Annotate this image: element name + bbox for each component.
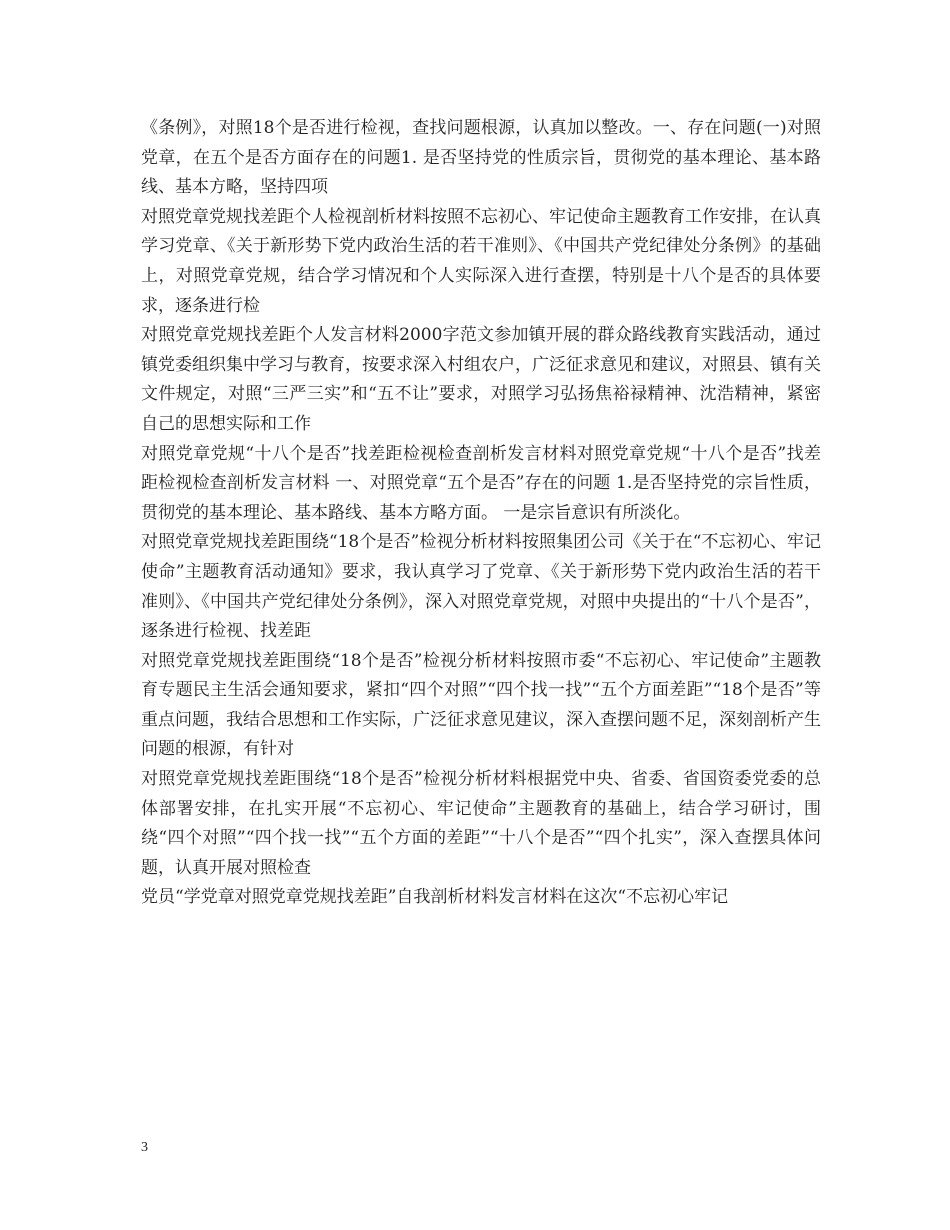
page-number: 3	[141, 1140, 148, 1155]
paragraph-8: 党员“学党章对照党章党规找差距”自我剖析材料发言材料在这次“不忘初心牢记	[141, 887, 729, 908]
paragraph-2: 对照党章党规找差距个人检视剖析材料按照不忘初心、牢记使命主题教育工作安排，在认真学习党章、《关于新形势下党内政治生活的若干准则》、《中国共产党纪律处分条例》的基础上，对照党章党规，结合学习情况和个人实际深入进行查摆，特别是十八个是否的具体要求，逐条进行检	[141, 206, 821, 316]
paragraph-1: 《条例》，对照18个是否进行检视，查找问题根源，认真加以整改。一、存在问题(一)对照党章，在五个是否方面存在的问题1. 是否坚持党的性质宗旨，贯彻党的基本理论、基本路线、基本方略，坚持四项	[141, 118, 821, 198]
paragraph-4: 对照党章党规“十八个是否”找差距检视检查剖析发言材料对照党章党规“十八个是否”找差距检视检查剖析发言材料 一、对照党章“五个是否”存在的问题 1.是否坚持党的宗旨性质，贯彻党的基本理论、基本路线、基本方略方面。 一是宗旨意识有所淡化。	[141, 443, 821, 523]
paragraph-6: 对照党章党规找差距围绕“18个是否”检视分析材料按照市委“不忘初心、牢记使命”主题教育专题民主生活会通知要求，紧扣“四个对照”“四个找一找”“五个方面差距”“18个是否”等重点问题，我结合思想和工作实际，广泛征求意见建议，深入查摆问题不足，深刻剖析产生问题的根源，有针对	[141, 650, 821, 760]
paragraph-3: 对照党章党规找差距个人发言材料2000字范文参加镇开展的群众路线教育实践活动，通过镇党委组织集中学习与教育，按要求深入村组农户，广泛征求意见和建议，对照县、镇有关文件规定，对照“三严三实”和“五不让”要求，对照学习弘扬焦裕禄精神、沈浩精神，紧密自己的思想实际和工作	[141, 325, 821, 434]
paragraph-7: 对照党章党规找差距围绕“18个是否”检视分析材料根据党中央、省委、省国资委党委的总体部署安排，在扎实开展“不忘初心、牢记使命”主题教育的基础上，结合学习研讨，围绕“四个对照”“四个找一找”“五个方面的差距”“十八个是否”“四个扎实”，深入查摆具体问题，认真开展对照检查	[141, 769, 821, 878]
document-body	[141, 114, 821, 913]
paragraph-5: 对照党章党规找差距围绕“18个是否”检视分析材料按照集团公司《关于在“不忘初心、牢记使命”主题教育活动通知》要求，我认真学习了党章、《关于新形势下党内政治生活的若干准则》、《中国共产党纪律处分条例》，深入对照党章党规，对照中央提出的“十八个是否”，逐条进行检视、找差距	[141, 532, 821, 642]
